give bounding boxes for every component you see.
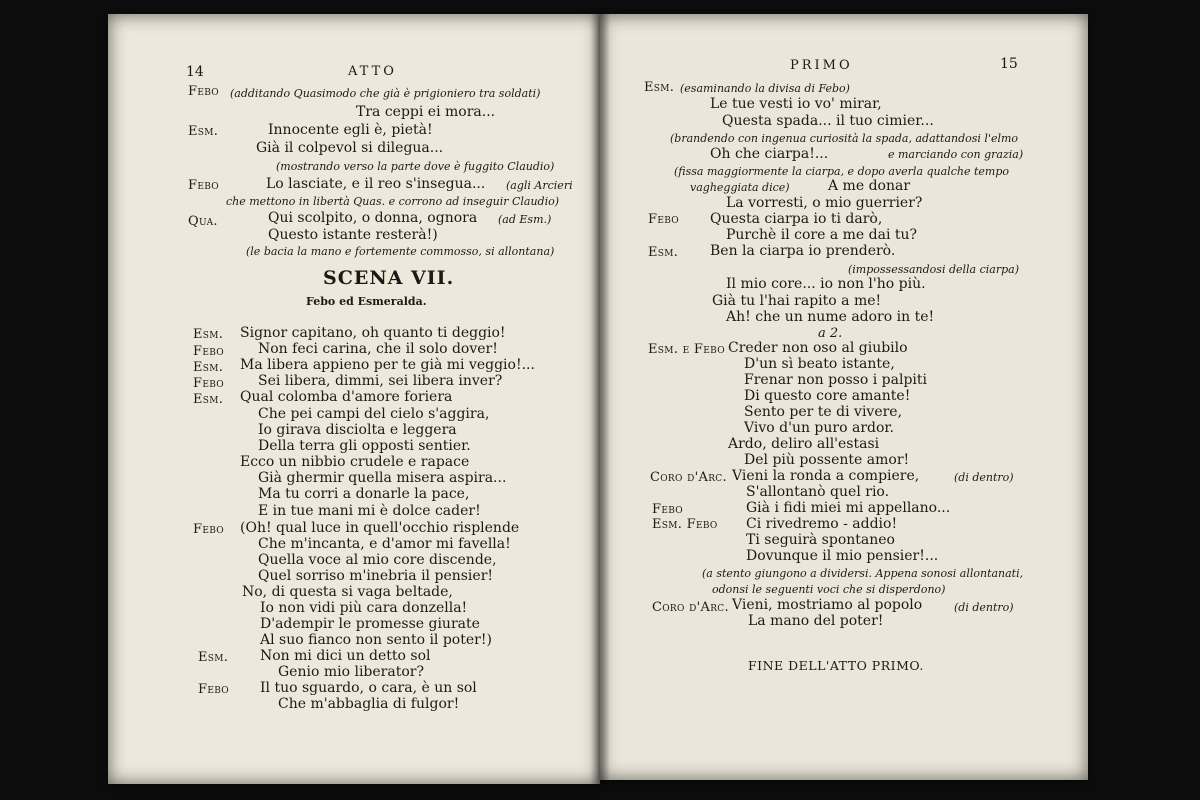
speaker-label: Esm. [198,650,229,665]
verse-line: Vieni la ronda a compiere, [732,468,920,484]
verse-line: Ma tu corri a donarle la pace, [258,486,470,502]
stage-direction: a 2. [818,326,843,341]
verse-line: Vivo d'un puro ardor. [744,420,895,436]
verse-line: D'un sì beato istante, [744,356,895,372]
verse-line: S'allontanò quel rio. [746,484,890,500]
verse-line: Ti seguirà spontaneo [746,532,895,548]
verse-line: Creder non oso al giubilo [728,340,908,356]
verse-line: Ci rivedremo - addio! [746,516,898,532]
speaker-label: Esm. [644,80,675,95]
stage-direction: (brandendo con ingenua curiosità la spada, adattandosi l'elmo [670,132,1019,145]
stage-direction: e marciando con grazia) [888,148,1024,161]
verse-line: (Oh! qual luce in quell'occhio risplende [240,520,520,536]
verse-line: Vieni, mostriamo al popolo [732,597,923,613]
verse-line: Qui scolpito, o donna, ognora [268,210,478,226]
verse-line: Dovunque il mio pensier!... [746,548,939,564]
verse-line: Ma libera appieno per te già mi veggio!... [240,357,535,373]
verse-line: A me donar [828,178,911,194]
scene-characters: Febo ed Esmeralda. [306,295,427,308]
verse-line: Io girava disciolta e leggera [258,422,457,438]
verse-line: Ardo, deliro all'estasi [728,436,880,452]
speaker-label: Esm. [193,360,224,375]
speaker-label: Esm. e Febo [648,342,725,357]
stage-direction: (esaminando la divisa di Febo) [680,82,850,95]
running-header: ATTO [348,64,397,79]
speaker-label: Febo [188,84,219,99]
stage-direction: (agli Arcieri [506,179,573,192]
verse-line: La vorresti, o mio guerrier? [726,195,923,211]
stage-direction: (di dentro) [954,471,1014,484]
verse-line: Purchè il core a me dai tu? [726,227,918,243]
verse-line: Genio mio liberator? [278,664,424,680]
speaker-label: Esm. [193,392,224,407]
verse-line: Al suo fianco non sento il poter!) [260,632,492,648]
verse-line: Oh che ciarpa!... [710,146,829,162]
speaker-label: Esm. Febo [652,517,718,532]
speaker-label: Coro d'Arc. [650,470,727,485]
verse-line: La mano del poter! [748,613,884,629]
stage-direction: che mettono in libertà Quas. e corrono ad inseguir Claudio) [226,195,560,208]
verse-line: Non feci carina, che il solo dover! [258,341,498,357]
page-number: 15 [1000,56,1018,72]
verse-line: Della terra gli opposti sentier. [258,438,471,454]
verse-line: Tra ceppi ei mora... [356,104,496,120]
verse-line: Del più possente amor! [744,452,910,468]
verse-line: Che m'abbaglia di fulgor! [278,696,460,712]
stage-direction: (le bacia la mano e fortemente commosso, si allontana) [246,245,555,258]
verse-line: Già il colpevol si dilegua... [256,140,444,156]
verse-line: Questa spada... il tuo cimier... [722,113,934,129]
verse-line: D'adempir le promesse giurate [260,616,480,632]
verse-line: Ecco un nibbio crudele e rapace [240,454,470,470]
act-ending: FINE DELL'ATTO PRIMO. [748,658,924,673]
verse-line: Questa ciarpa io ti darò, [710,211,883,227]
verse-line: E in tue mani mi è dolce cader! [258,503,481,519]
stage-direction: (additando Quasimodo che già è prigioniero tra soldati) [230,87,541,100]
speaker-label: Febo [652,502,683,517]
verse-line: Sei libera, dimmi, sei libera inver? [258,373,503,389]
page-number: 14 [186,64,204,80]
verse-line: Ah! che un nume adoro in te! [726,309,935,325]
verse-line: Che pei campi del cielo s'aggira, [258,406,490,422]
verse-line: Innocente egli è, pietà! [268,122,433,138]
verse-line: Ben la ciarpa io prenderò. [710,243,896,259]
verse-line: Già ghermir quella misera aspira... [258,470,507,486]
stage-direction: (a stento giungono a dividersi. Appena sonosi allontanati, [702,567,1024,580]
running-header: PRIMO [790,58,853,73]
verse-line: Lo lasciate, e il reo s'insegua... [266,176,486,192]
right-page [600,14,1088,780]
verse-line: Di questo core amante! [744,388,911,404]
stage-direction: vagheggiata dice) [690,181,790,194]
speaker-label: Esm. [188,124,219,139]
speaker-label: Esm. [193,327,224,342]
speaker-label: Coro d'Arc. [652,600,729,615]
stage-direction: (mostrando verso la parte dove è fuggito Claudio) [276,160,555,173]
speaker-label: Febo [193,344,224,359]
verse-line: Frenar non posso i palpiti [744,372,928,388]
speaker-label: Qua. [188,214,218,229]
verse-line: Il mio core... io non l'ho più. [726,276,926,292]
verse-line: Quella voce al mio core discende, [258,552,497,568]
scene-title: SCENA VII. [323,267,455,289]
left-page [108,14,600,784]
speaker-label: Febo [648,212,679,227]
stage-direction: (ad Esm.) [498,213,552,226]
speaker-label: Febo [198,682,229,697]
verse-line: Signor capitano, oh quanto ti deggio! [240,325,506,341]
speaker-label: Febo [193,376,224,391]
verse-line: Non mi dici un detto sol [260,648,431,664]
speaker-label: Febo [193,522,224,537]
stage-direction: (di dentro) [954,601,1014,614]
stage-direction: (fissa maggiormente la ciarpa, e dopo averla qualche tempo [674,165,1009,178]
verse-line: No, di questa si vaga beltade, [242,584,453,600]
verse-line: Sento per te di vivere, [744,404,903,420]
verse-line: Il tuo sguardo, o cara, è un sol [260,680,477,696]
verse-line: Che m'incanta, e d'amor mi favella! [258,536,511,552]
verse-line: Qual colomba d'amore foriera [240,389,453,405]
speaker-label: Febo [188,178,219,193]
verse-line: Già i fidi miei mi appellano... [746,500,951,516]
speaker-label: Esm. [648,245,679,260]
verse-line: Già tu l'hai rapito a me! [712,293,882,309]
verse-line: Le tue vesti io vo' mirar, [710,96,882,112]
stage-direction: (impossessandosi della ciarpa) [848,263,1019,276]
stage-direction: odonsi le seguenti voci che si disperdono) [712,583,946,596]
verse-line: Questo istante resterà!) [268,227,438,243]
verse-line: Quel sorriso m'inebria il pensier! [258,568,494,584]
verse-line: Io non vidi più cara donzella! [260,600,468,616]
